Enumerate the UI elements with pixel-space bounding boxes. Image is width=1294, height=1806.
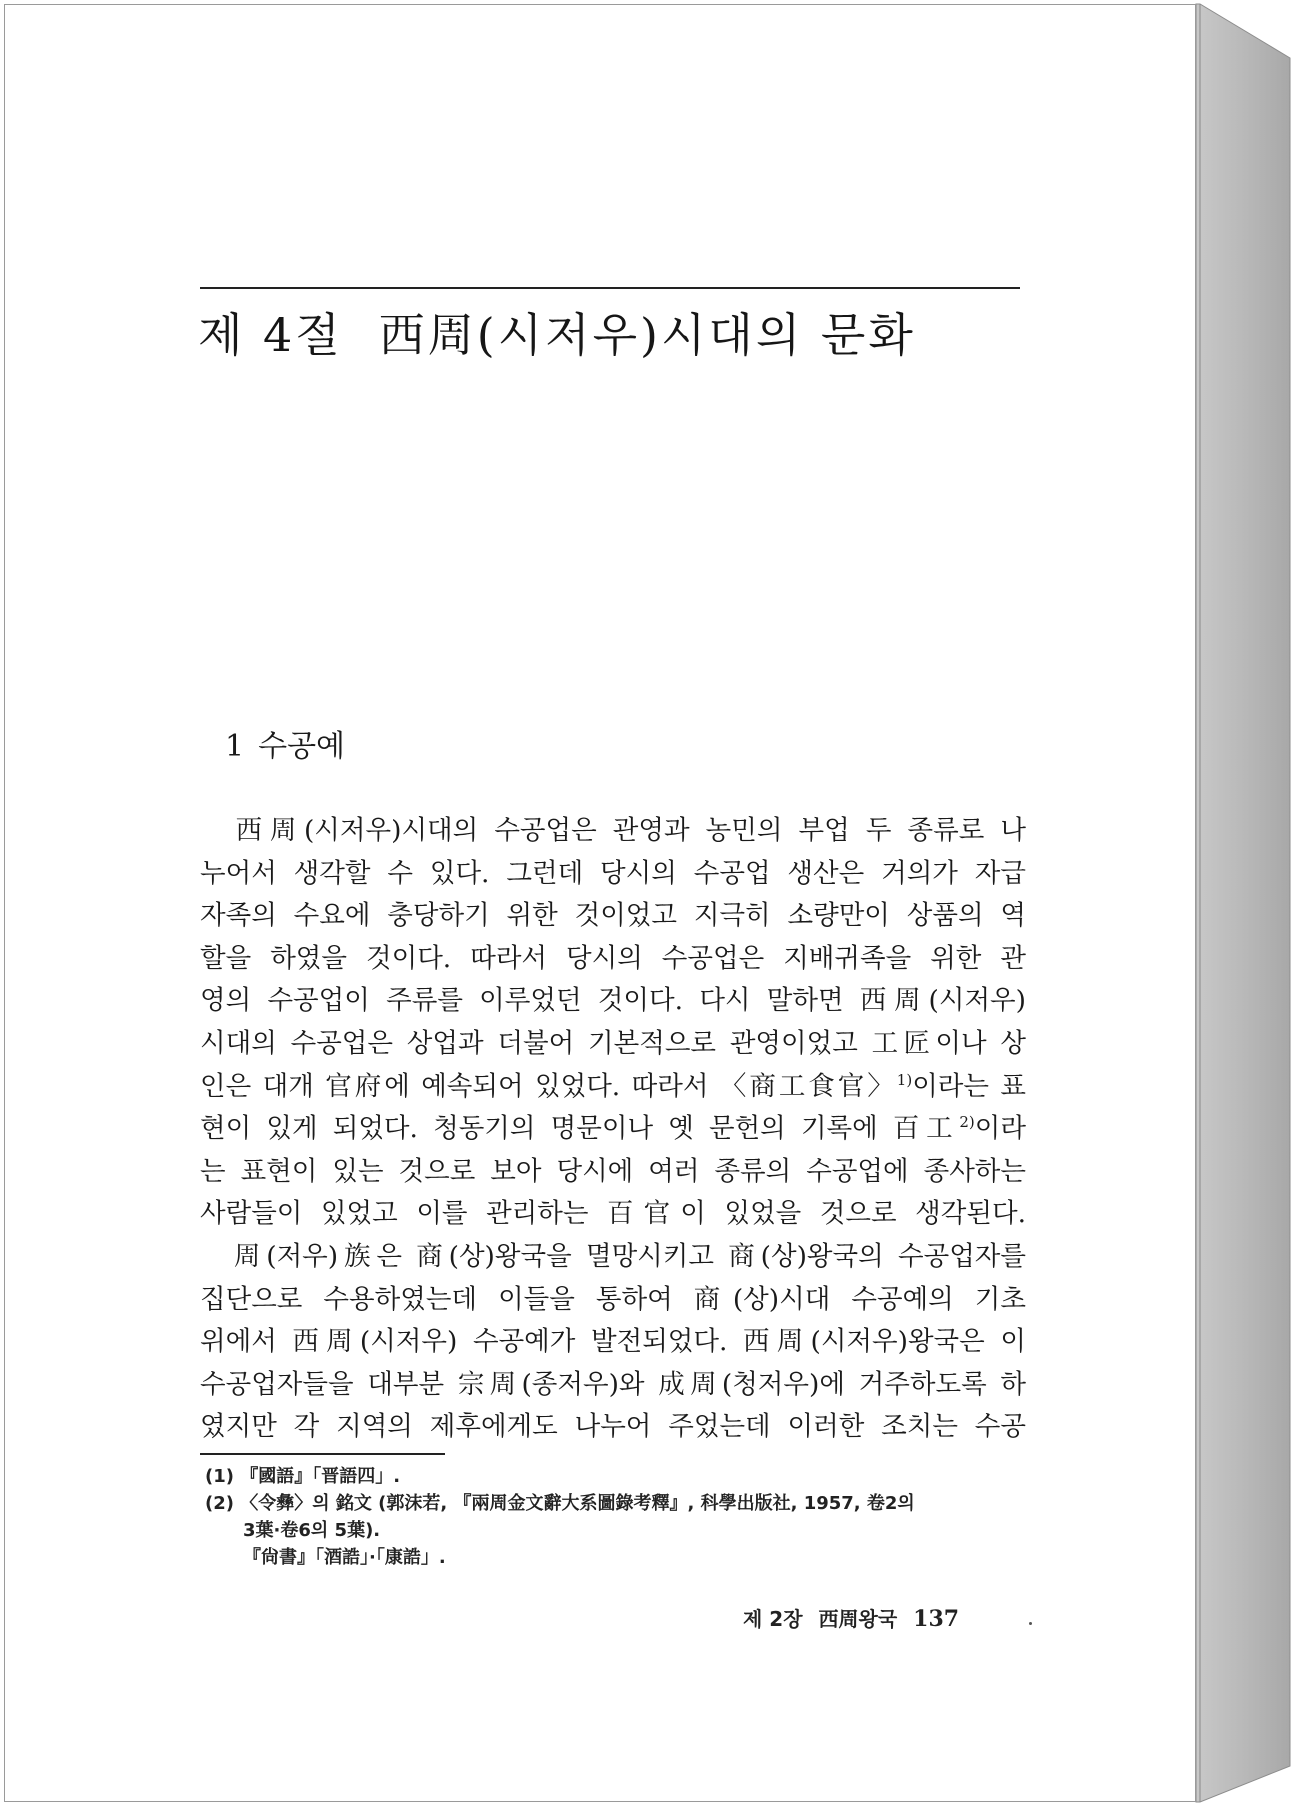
footnote-rule [200, 1453, 445, 1455]
body-line: 였지만 각 지역의 제후에게도 나누어 주었는데 이러한 조치는 수공 [200, 1411, 1026, 1443]
body-line: 할을 하였을 것이다. 따라서 당시의 수공업은 지배귀족을 위한 관 [200, 942, 1026, 974]
section-number: 1 [225, 729, 245, 764]
section-heading [225, 721, 345, 765]
chapter-number: 제 4절 [198, 308, 343, 362]
footnote-ref-2: 2) [959, 1113, 975, 1132]
footnote-item: 『尙書』「酒誥」·「康誥」. [243, 1547, 446, 1568]
document-page [4, 4, 1196, 1802]
body-line: 는 표현이 있는 것으로 보아 당시에 여러 종류의 수공업에 종사하는 [200, 1155, 1026, 1187]
body-line: 현이 있게 되었다. 청동기의 명문이나 옛 문헌의 기록에 百工$^{2)}$이라 [200, 1113, 1026, 1145]
page-number: 137 [913, 1606, 960, 1632]
footnote-item: 3葉·卷6의 5葉). [243, 1520, 381, 1541]
footnote-item: (1) 『國語』「晋語四」. [205, 1466, 401, 1487]
section-title: 수공예 [258, 729, 346, 764]
running-chapter: 제 2장 [743, 1607, 803, 1631]
body-line: 수공업자들을 대부분 宗周(종저우)와 成周(청저우)에 거주하도록 하 [200, 1368, 1026, 1400]
footnotes [205, 1463, 1025, 1571]
scan-speck [1029, 1622, 1032, 1625]
body-text [200, 810, 1026, 1449]
page-footer [743, 1603, 959, 1632]
chapter-rule [200, 287, 1020, 289]
body-line: 누어서 생각할 수 있다. 그런데 당시의 수공업 생산은 거의가 자급 [200, 857, 1026, 889]
body-line: 영의 수공업이 주류를 이루었던 것이다. 다시 말하면 西周(시저우) [200, 985, 1026, 1017]
body-line: 인은 대개 官府에 예속되어 있었다. 따라서 〈商工食官〉$^{1)}$이라는 표 [200, 1070, 1026, 1102]
body-line: 자족의 수요에 충당하기 위한 것이었고 지극히 소량만이 상품의 역 [200, 900, 1026, 932]
body-line: 집단으로 수용하였는데 이들을 통하여 商(상)시대 수공예의 기초 [200, 1283, 1026, 1315]
body-line: 周(저우)族은 商(상)왕국을 멸망시키고 商(상)왕국의 수공업자를 [228, 1240, 1026, 1272]
chapter-heading [198, 299, 916, 365]
body-line: 西周(시저우)시대의 수공업은 관영과 농민의 부업 두 종류로 나 [228, 815, 1026, 846]
body-line: 시대의 수공업은 상업과 더불어 기본적으로 관영이었고 工匠이나 상 [200, 1027, 1026, 1059]
chapter-title: 西周(시저우)시대의 문화 [378, 308, 916, 362]
footnote-item: (2) 〈令彝〉의 銘文 (郭沫若, 『兩周金文辭大系圖錄考釋』, 科學出版社, 1957, 卷2의 [205, 1493, 915, 1514]
footnote-ref-1: 1) [896, 1070, 913, 1089]
body-line: 위에서 西周(시저우) 수공예가 발전되었다. 西周(시저우)왕국은 이 [200, 1326, 1026, 1358]
body-line: 사람들이 있었고 이를 관리하는 百官이 있었을 것으로 생각된다. [200, 1198, 1026, 1230]
running-title: 西周왕국 [818, 1607, 898, 1631]
